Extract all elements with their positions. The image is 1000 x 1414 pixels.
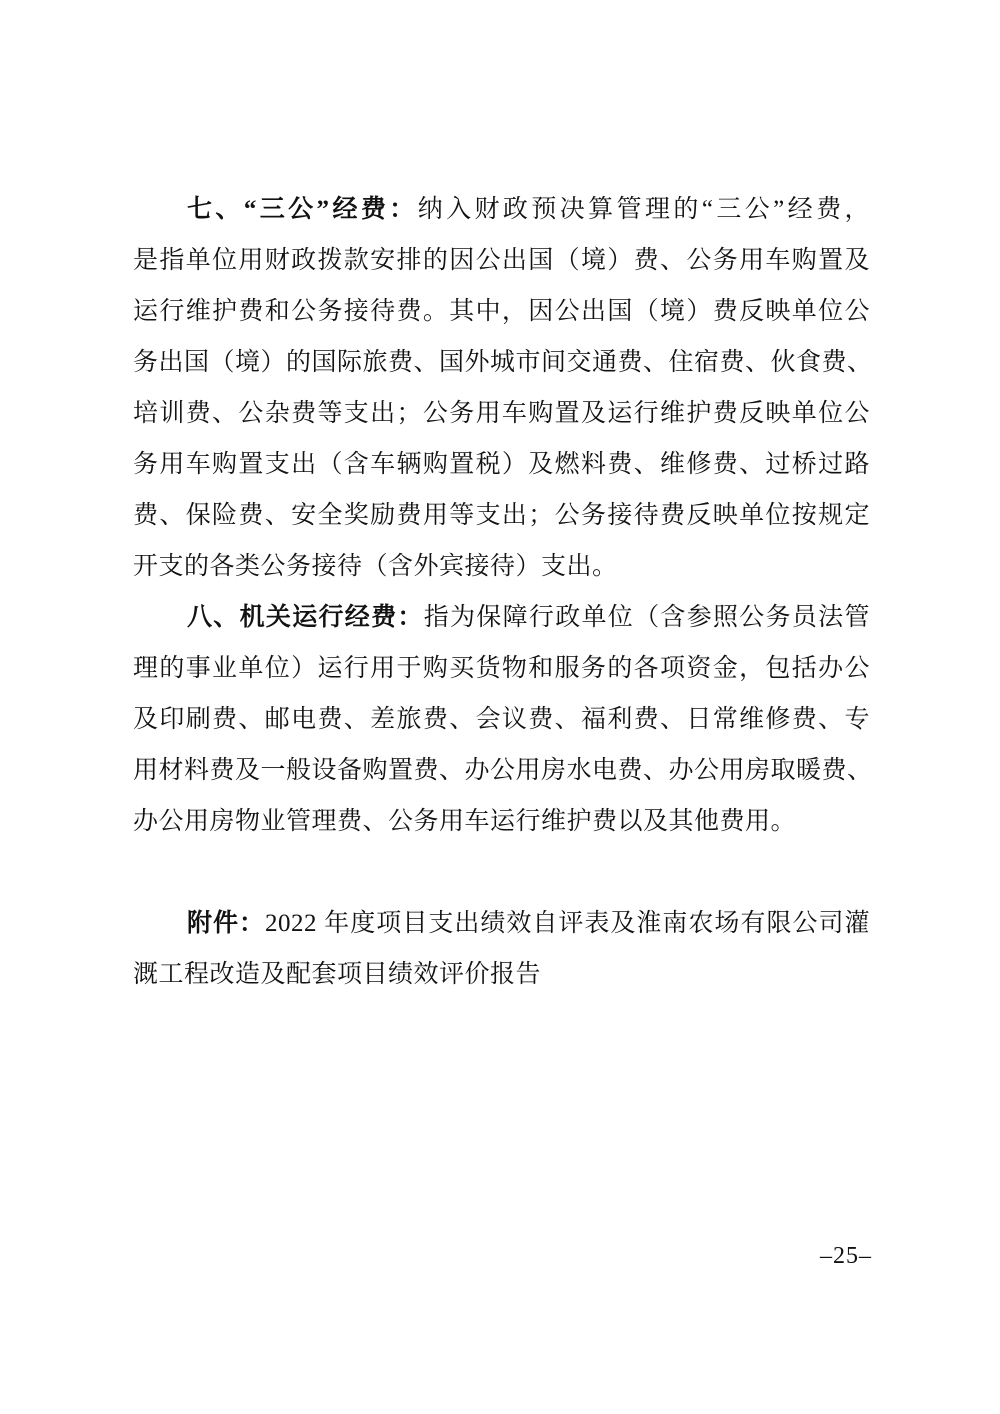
paragraph-line: 培训费、公杂费等支出；公务用车购置及运行维护费反映单位公 — [133, 400, 870, 427]
paragraph-line: 及印刷费、邮电费、差旅费、会议费、福利费、日常维修费、专 — [133, 706, 870, 733]
page-number: –25– — [820, 1243, 872, 1269]
paragraph-line: 务用车购置支出（含车辆购置税）及燃料费、维修费、过桥过路 — [133, 451, 870, 478]
paragraph-sangong — [133, 184, 873, 592]
paragraph-fujian — [133, 898, 870, 1000]
attachment-title-text: 2022 年度项目支出绩效自评表及淮南农场有限公司灌 — [265, 910, 870, 937]
paragraph-line: 理的事业单位）运行用于购买货物和服务的各项资金，包括办公 — [133, 655, 870, 682]
paragraph-lead-bold: 七、“三公”经费： — [187, 196, 418, 223]
paragraph-text: 指为保障行政单位（含参照公务员法管 — [423, 604, 870, 631]
paragraph-line: 运行维护费和公务接待费。其中，因公出国（境）费反映单位公 — [133, 298, 870, 325]
attachment-label-bold: 附件： — [187, 910, 266, 937]
paragraph-first-line — [133, 592, 870, 643]
document-body — [133, 184, 873, 1000]
paragraph-line: 用材料费及一般设备购置费、办公用房水电费、办公用房取暖费、 — [133, 757, 873, 784]
blank-line — [133, 847, 870, 898]
paragraph-line: 费、保险费、安全奖励费用等支出；公务接待费反映单位按规定 — [133, 502, 870, 529]
paragraph-last-line: 溉工程改造及配套项目绩效评价报告 — [133, 961, 542, 988]
paragraph-text: 纳入财政预决算管理的“三公”经费， — [417, 196, 870, 223]
paragraph-last-line: 开支的各类公务接待（含外宾接待）支出。 — [133, 553, 618, 580]
paragraph-line: 是指单位用财政拨款安排的因公出国（境）费、公务用车购置及 — [133, 247, 870, 274]
paragraph-first-line — [133, 184, 870, 235]
paragraph-last-line: 办公用房物业管理费、公务用车运行维护费以及其他费用。 — [133, 808, 797, 835]
paragraph-lead-bold: 八、机关运行经费： — [187, 604, 424, 631]
paragraph-jiguan — [133, 592, 873, 847]
paragraph-line: 务出国（境）的国际旅费、国外城市间交通费、住宿费、伙食费、 — [133, 349, 873, 376]
paragraph-first-line — [133, 898, 870, 949]
